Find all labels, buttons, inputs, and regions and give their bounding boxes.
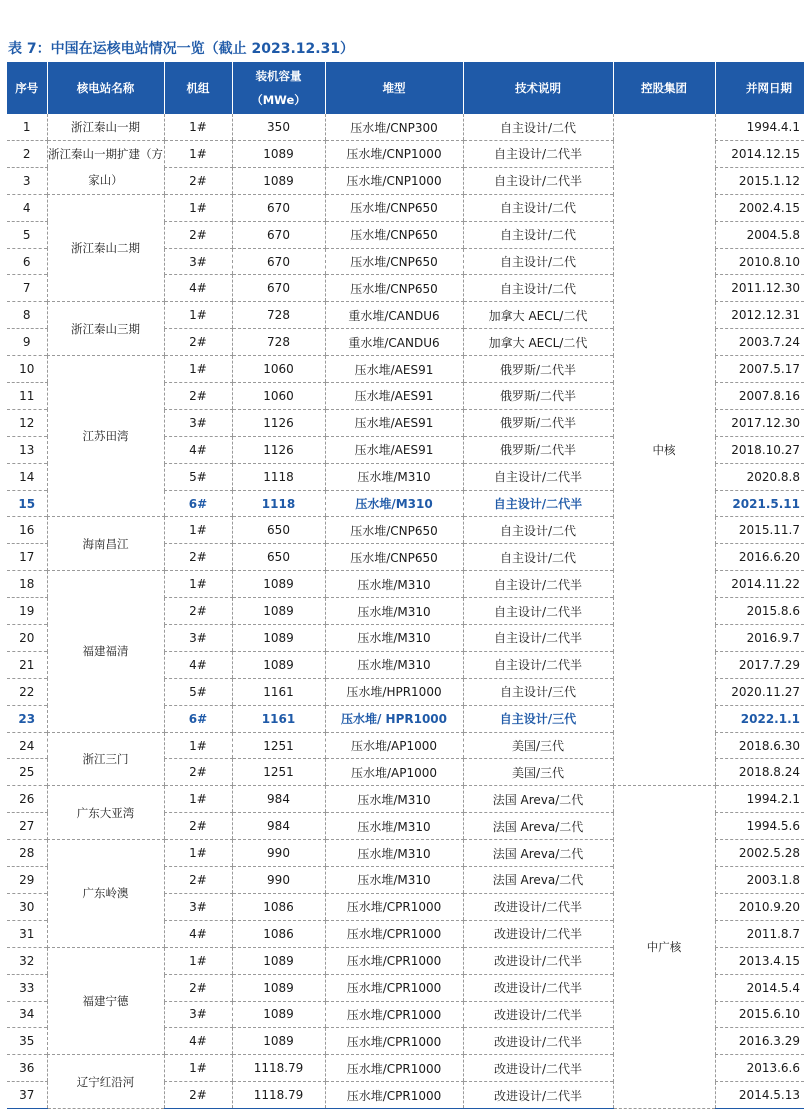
cell-date: 2021.5.11 [715,490,804,517]
cell-unit: 1# [164,571,232,598]
cell-reactor: 压水堆/M310 [325,867,463,894]
cell-tech: 法国 Areva/二代 [463,840,613,867]
cell-date: 1994.2.1 [715,786,804,813]
cell-tech: 改进设计/二代半 [463,947,613,974]
cell-tech: 俄罗斯/二代半 [463,383,613,410]
cell-tech: 自主设计/二代半 [463,167,613,194]
cell-tech: 自主设计/三代 [463,678,613,705]
cell-unit: 2# [164,221,232,248]
cell-date: 2013.4.15 [715,947,804,974]
cell-tech: 自主设计/二代半 [463,141,613,168]
cell-tech: 自主设计/二代半 [463,463,613,490]
cell-capacity: 990 [232,867,325,894]
cell-capacity: 984 [232,786,325,813]
cell-date: 2002.5.28 [715,840,804,867]
cell-capacity: 1060 [232,356,325,383]
cell-capacity: 1161 [232,705,325,732]
cell-tech: 自主设计/二代半 [463,571,613,598]
cell-reactor: 压水堆/CPR1000 [325,1028,463,1055]
cell-no: 7 [7,275,47,302]
cell-no: 1 [7,114,47,141]
cell-unit: 2# [164,167,232,194]
cell-date: 2013.6.6 [715,1055,804,1082]
cell-unit: 3# [164,1001,232,1028]
cell-reactor: 压水堆/CPR1000 [325,1082,463,1109]
cell-date: 2015.6.10 [715,1001,804,1028]
cell-no: 3 [7,167,47,194]
cell-reactor: 压水堆/CNP650 [325,275,463,302]
header-group: 控股集团 [613,62,715,114]
cell-unit: 1# [164,732,232,759]
cell-capacity: 1060 [232,383,325,410]
cell-unit: 1# [164,517,232,544]
cell-date: 2016.9.7 [715,625,804,652]
cell-tech: 改进设计/二代半 [463,1028,613,1055]
cell-date: 2002.4.15 [715,194,804,221]
cell-tech: 自主设计/二代 [463,114,613,141]
cell-reactor: 压水堆/CNP300 [325,114,463,141]
cell-date: 2020.11.27 [715,678,804,705]
cell-reactor: 压水堆/AP1000 [325,732,463,759]
header-capacity [232,62,325,114]
cell-date: 2014.5.13 [715,1082,804,1109]
cell-tech: 俄罗斯/二代半 [463,356,613,383]
cell-unit: 3# [164,248,232,275]
cell-no: 34 [7,1001,47,1028]
cell-date: 2018.6.30 [715,732,804,759]
cell-no: 10 [7,356,47,383]
nuclear-plants-table [7,62,804,1109]
cell-tech: 美国/三代 [463,732,613,759]
cell-reactor: 压水堆/CPR1000 [325,974,463,1001]
cell-capacity: 1086 [232,920,325,947]
cell-unit: 1# [164,114,232,141]
cell-date: 2003.1.8 [715,867,804,894]
cell-tech: 自主设计/三代 [463,705,613,732]
cell-unit: 2# [164,329,232,356]
cell-date: 2015.8.6 [715,598,804,625]
cell-station-name: 浙江秦山一期扩建（方家山） [47,141,164,195]
cell-capacity: 1118 [232,490,325,517]
cell-capacity: 1089 [232,974,325,1001]
cell-no: 27 [7,813,47,840]
cell-unit: 3# [164,893,232,920]
cell-capacity: 1126 [232,409,325,436]
cell-tech: 改进设计/二代半 [463,893,613,920]
cell-no: 35 [7,1028,47,1055]
cell-date: 2015.1.12 [715,167,804,194]
cell-date: 2022.1.1 [715,705,804,732]
cell-date: 2020.8.8 [715,463,804,490]
cell-reactor: 压水堆/M310 [325,840,463,867]
cell-capacity: 1118.79 [232,1082,325,1109]
cell-no: 21 [7,651,47,678]
cell-tech: 自主设计/二代 [463,248,613,275]
header-tech: 技术说明 [463,62,613,114]
cell-capacity: 1161 [232,678,325,705]
cell-unit: 2# [164,1082,232,1109]
cell-no: 32 [7,947,47,974]
cell-capacity: 1086 [232,893,325,920]
cell-unit: 2# [164,974,232,1001]
cell-date: 2011.12.30 [715,275,804,302]
cell-reactor: 压水堆/HPR1000 [325,678,463,705]
cell-no: 20 [7,625,47,652]
cell-reactor: 重水堆/CANDU6 [325,302,463,329]
cell-tech: 自主设计/二代半 [463,625,613,652]
cell-capacity: 990 [232,840,325,867]
cell-reactor: 压水堆/AP1000 [325,759,463,786]
cell-no: 36 [7,1055,47,1082]
cell-unit: 2# [164,544,232,571]
cell-station-name: 江苏田湾 [47,356,164,517]
cell-capacity: 1089 [232,1028,325,1055]
cell-date: 2018.10.27 [715,436,804,463]
cell-capacity: 1089 [232,167,325,194]
cell-reactor: 压水堆/M310 [325,786,463,813]
cell-capacity: 1118.79 [232,1055,325,1082]
cell-no: 5 [7,221,47,248]
cell-reactor: 压水堆/AES91 [325,436,463,463]
cell-date: 2012.12.31 [715,302,804,329]
header-row [7,62,804,114]
cell-capacity: 670 [232,248,325,275]
cell-reactor: 重水堆/CANDU6 [325,329,463,356]
cell-date: 2016.6.20 [715,544,804,571]
cell-capacity: 1089 [232,1001,325,1028]
cell-date: 1994.4.1 [715,114,804,141]
cell-unit: 2# [164,598,232,625]
cell-tech: 自主设计/二代半 [463,651,613,678]
cell-tech: 自主设计/二代半 [463,598,613,625]
cell-date: 2015.11.7 [715,517,804,544]
cell-tech: 法国 Areva/二代 [463,813,613,840]
cell-tech: 改进设计/二代半 [463,1082,613,1109]
cell-capacity: 350 [232,114,325,141]
cell-no: 8 [7,302,47,329]
cell-date: 1994.5.6 [715,813,804,840]
cell-capacity: 728 [232,302,325,329]
cell-unit: 4# [164,275,232,302]
cell-reactor: 压水堆/CNP650 [325,544,463,571]
cell-tech: 自主设计/二代 [463,544,613,571]
cell-tech: 自主设计/二代 [463,194,613,221]
header-unit: 机组 [164,62,232,114]
table-row [7,786,804,813]
cell-tech: 俄罗斯/二代半 [463,436,613,463]
cell-group: 中核 [613,114,715,786]
cell-date: 2004.5.8 [715,221,804,248]
cell-unit: 2# [164,383,232,410]
cell-tech: 自主设计/二代 [463,517,613,544]
cell-reactor: 压水堆/M310 [325,463,463,490]
cell-date: 2003.7.24 [715,329,804,356]
cell-no: 26 [7,786,47,813]
cell-unit: 4# [164,651,232,678]
cell-capacity: 650 [232,517,325,544]
cell-capacity: 670 [232,221,325,248]
cell-tech: 改进设计/二代半 [463,920,613,947]
cell-capacity: 1118 [232,463,325,490]
cell-reactor: 压水堆/CPR1000 [325,1001,463,1028]
cell-unit: 4# [164,920,232,947]
cell-date: 2014.12.15 [715,141,804,168]
cell-reactor: 压水堆/M310 [325,813,463,840]
cell-capacity: 650 [232,544,325,571]
cell-no: 30 [7,893,47,920]
cell-station-name: 广东大亚湾 [47,786,164,840]
cell-reactor: 压水堆/M310 [325,490,463,517]
cell-unit: 3# [164,409,232,436]
cell-capacity: 670 [232,194,325,221]
header-capacity-line1: 装机容量 [255,69,302,83]
cell-no: 4 [7,194,47,221]
cell-unit: 4# [164,436,232,463]
cell-capacity: 1251 [232,732,325,759]
cell-unit: 1# [164,1055,232,1082]
cell-capacity: 1089 [232,625,325,652]
cell-reactor: 压水堆/CNP1000 [325,167,463,194]
cell-reactor: 压水堆/CPR1000 [325,947,463,974]
cell-no: 22 [7,678,47,705]
cell-reactor: 压水堆/M310 [325,651,463,678]
cell-tech: 法国 Areva/二代 [463,867,613,894]
cell-station-name: 辽宁红沿河 [47,1055,164,1109]
cell-station-name: 浙江三门 [47,732,164,786]
cell-unit: 1# [164,786,232,813]
cell-reactor: 压水堆/CNP650 [325,194,463,221]
cell-date: 2017.7.29 [715,651,804,678]
cell-tech: 自主设计/二代 [463,221,613,248]
cell-unit: 2# [164,813,232,840]
cell-reactor: 压水堆/CPR1000 [325,1055,463,1082]
cell-station-name: 浙江秦山二期 [47,194,164,302]
cell-no: 23 [7,705,47,732]
cell-capacity: 984 [232,813,325,840]
cell-no: 29 [7,867,47,894]
cell-date: 2018.8.24 [715,759,804,786]
cell-capacity: 1251 [232,759,325,786]
cell-unit: 6# [164,490,232,517]
cell-unit: 2# [164,867,232,894]
header-no: 序号 [7,62,47,114]
cell-no: 15 [7,490,47,517]
cell-capacity: 1089 [232,141,325,168]
cell-no: 24 [7,732,47,759]
cell-reactor: 压水堆/M310 [325,571,463,598]
table-row [7,114,804,141]
cell-reactor: 压水堆/M310 [325,598,463,625]
cell-unit: 3# [164,625,232,652]
cell-no: 37 [7,1082,47,1109]
cell-capacity: 728 [232,329,325,356]
cell-date: 2011.8.7 [715,920,804,947]
cell-unit: 2# [164,759,232,786]
cell-reactor: 压水堆/AES91 [325,383,463,410]
cell-reactor: 压水堆/ HPR1000 [325,705,463,732]
cell-tech: 改进设计/二代半 [463,1001,613,1028]
header-reactor: 堆型 [325,62,463,114]
cell-reactor: 压水堆/CNP650 [325,248,463,275]
cell-capacity: 1126 [232,436,325,463]
cell-station-name: 海南昌江 [47,517,164,571]
cell-tech: 俄罗斯/二代半 [463,409,613,436]
cell-reactor: 压水堆/CNP1000 [325,141,463,168]
cell-tech: 加拿大 AECL/二代 [463,302,613,329]
cell-no: 16 [7,517,47,544]
cell-no: 25 [7,759,47,786]
cell-capacity: 1089 [232,571,325,598]
cell-unit: 1# [164,194,232,221]
cell-tech: 美国/三代 [463,759,613,786]
cell-unit: 5# [164,463,232,490]
cell-no: 13 [7,436,47,463]
cell-date: 2007.5.17 [715,356,804,383]
cell-unit: 1# [164,840,232,867]
table-body [7,114,804,1109]
cell-capacity: 1089 [232,947,325,974]
cell-tech: 加拿大 AECL/二代 [463,329,613,356]
cell-no: 6 [7,248,47,275]
cell-unit: 1# [164,141,232,168]
cell-unit: 6# [164,705,232,732]
cell-reactor: 压水堆/CNP650 [325,517,463,544]
cell-reactor: 压水堆/CPR1000 [325,920,463,947]
header-station: 核电站名称 [47,62,164,114]
cell-tech: 法国 Areva/二代 [463,786,613,813]
cell-capacity: 1089 [232,598,325,625]
cell-unit: 1# [164,947,232,974]
cell-tech: 改进设计/二代半 [463,974,613,1001]
cell-date: 2014.11.22 [715,571,804,598]
cell-reactor: 压水堆/CPR1000 [325,893,463,920]
cell-date: 2010.8.10 [715,248,804,275]
cell-unit: 4# [164,1028,232,1055]
cell-tech: 自主设计/二代 [463,275,613,302]
cell-no: 2 [7,141,47,168]
cell-reactor: 压水堆/CNP650 [325,221,463,248]
cell-unit: 1# [164,302,232,329]
cell-date: 2016.3.29 [715,1028,804,1055]
cell-reactor: 压水堆/AES91 [325,356,463,383]
cell-unit: 1# [164,356,232,383]
cell-tech: 自主设计/二代半 [463,490,613,517]
cell-no: 9 [7,329,47,356]
cell-date: 2017.12.30 [715,409,804,436]
cell-no: 14 [7,463,47,490]
cell-reactor: 压水堆/M310 [325,625,463,652]
cell-station-name: 福建福清 [47,571,164,732]
cell-station-name: 浙江秦山一期 [47,114,164,141]
table-title: 表 7：中国在运核电站情况一览（截止 2023.12.31） [8,41,355,57]
cell-reactor: 压水堆/AES91 [325,409,463,436]
cell-station-name: 广东岭澳 [47,840,164,948]
cell-station-name: 浙江秦山三期 [47,302,164,356]
cell-capacity: 670 [232,275,325,302]
cell-no: 18 [7,571,47,598]
header-capacity-line2: （MWe） [251,93,306,107]
cell-no: 28 [7,840,47,867]
cell-date: 2010.9.20 [715,893,804,920]
cell-no: 31 [7,920,47,947]
cell-no: 12 [7,409,47,436]
cell-no: 11 [7,383,47,410]
cell-no: 17 [7,544,47,571]
cell-no: 33 [7,974,47,1001]
cell-date: 2007.8.16 [715,383,804,410]
cell-group: 中广核 [613,786,715,1109]
cell-tech: 改进设计/二代半 [463,1055,613,1082]
cell-date: 2014.5.4 [715,974,804,1001]
cell-station-name: 福建宁德 [47,947,164,1055]
cell-no: 19 [7,598,47,625]
header-date: 并网日期 [715,62,804,114]
cell-unit: 5# [164,678,232,705]
cell-capacity: 1089 [232,651,325,678]
